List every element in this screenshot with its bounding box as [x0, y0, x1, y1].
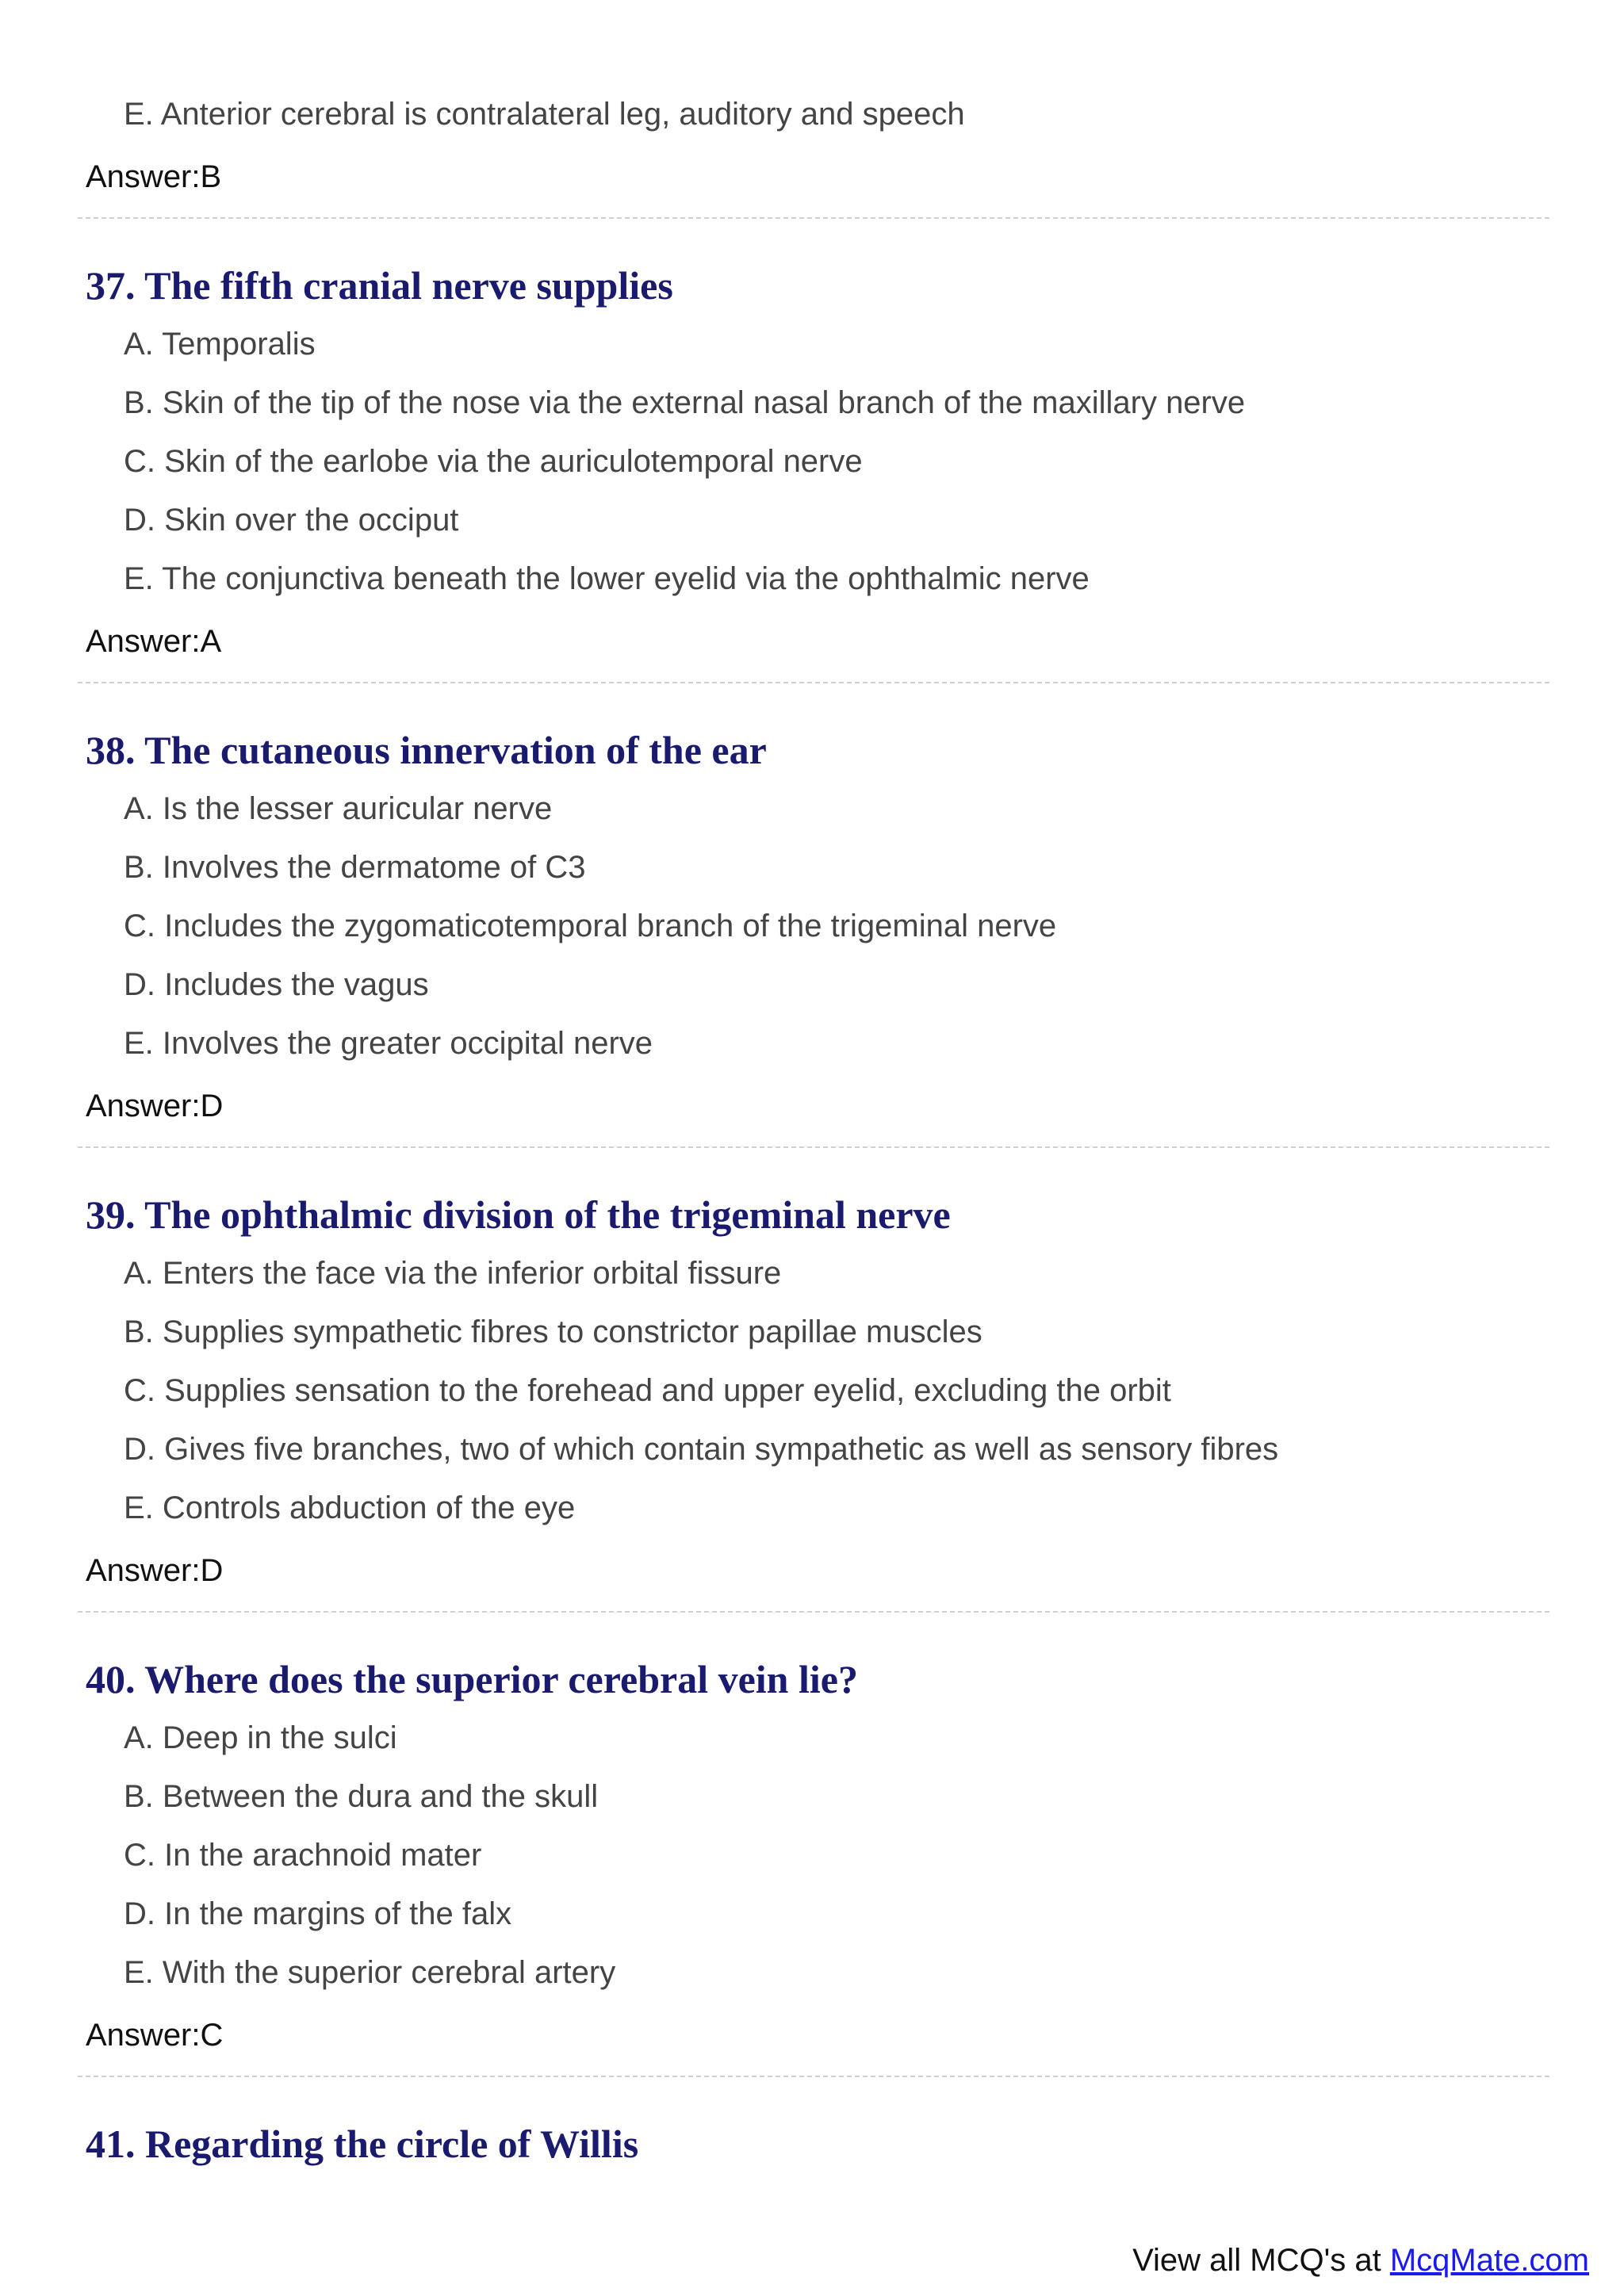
- divider: [78, 1611, 1549, 1613]
- option-d: D. Includes the vagus: [124, 967, 429, 1002]
- divider: [78, 2076, 1549, 2077]
- option-a: A. Is the lesser auricular nerve: [124, 791, 553, 826]
- option-d: D. Gives five branches, two of which contain sympathetic as well as sensory fibres: [124, 1432, 1279, 1467]
- answer-label: Answer:A: [86, 624, 222, 659]
- option-b: B. Involves the dermatome of C3: [124, 850, 586, 885]
- divider: [78, 217, 1549, 219]
- answer-label: Answer:D: [86, 1553, 224, 1588]
- question-title-41: 41. Regarding the circle of Willis: [86, 2122, 639, 2166]
- question-title-40: 40. Where does the superior cerebral vein lie?: [86, 1657, 858, 1701]
- option-d: D. Skin over the occiput: [124, 503, 459, 538]
- option-a: A. Enters the face via the inferior orbital fissure: [124, 1256, 782, 1291]
- option-b: B. Supplies sympathetic fibres to constrictor papillae muscles: [124, 1314, 982, 1349]
- option-e: E. Anterior cerebral is contralateral leg, auditory and speech: [124, 97, 965, 132]
- option-a: A. Temporalis: [124, 327, 316, 362]
- footer: [1132, 2244, 1589, 2276]
- option-c: C. Supplies sensation to the forehead and upper eyelid, excluding the orbit: [124, 1373, 1171, 1408]
- option-a: A. Deep in the sulci: [124, 1720, 397, 1755]
- option-b: B. Between the dura and the skull: [124, 1779, 599, 1814]
- option-c: C. In the arachnoid mater: [124, 1838, 482, 1873]
- answer-label: Answer:B: [86, 159, 222, 194]
- divider: [78, 1146, 1549, 1148]
- option-e: E. With the superior cerebral artery: [124, 1955, 616, 1990]
- option-b: B. Skin of the tip of the nose via the external nasal branch of the maxillary nerve: [124, 385, 1246, 420]
- option-d: D. In the margins of the falx: [124, 1896, 512, 1931]
- footer-text: View all MCQ's at: [1132, 2243, 1390, 2278]
- question-title-38: 38. The cutaneous innervation of the ear: [86, 728, 767, 772]
- option-c: C. Skin of the earlobe via the auriculotemporal nerve: [124, 444, 863, 479]
- answer-label: Answer:C: [86, 2018, 224, 2053]
- question-title-37: 37. The fifth cranial nerve supplies: [86, 263, 673, 308]
- divider: [78, 682, 1549, 683]
- option-e: E. The conjunctiva beneath the lower eyelid via the ophthalmic nerve: [124, 561, 1090, 596]
- mcqmate-link[interactable]: McqMate.com: [1389, 2243, 1589, 2278]
- question-title-39: 39. The ophthalmic division of the trigeminal nerve: [86, 1192, 951, 1237]
- answer-label: Answer:D: [86, 1089, 224, 1123]
- option-e: E. Controls abduction of the eye: [124, 1490, 576, 1525]
- option-c: C. Includes the zygomaticotemporal branch of the trigeminal nerve: [124, 909, 1057, 943]
- option-e: E. Involves the greater occipital nerve: [124, 1026, 653, 1061]
